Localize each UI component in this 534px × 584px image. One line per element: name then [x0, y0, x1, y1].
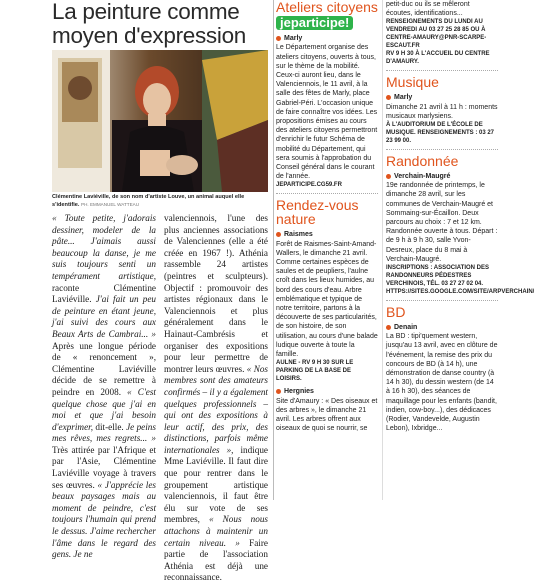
article-body: [52, 213, 268, 583]
ateliers-text: Le Département organise des ateliers citoyens, ouverts à tous, sur le thème de la mobilité. Ceux-ci auront lieu, dans le Valenciennois, le 11 avril, à la salle des fêtes de Marly, place Gabriel-Péri. L'occasion unique de faire connaître vos idées. Les propositions émises au cours des ateliers citoyens permettront d'enrichir le futur Schéma de mobilité du Département, qui sera soumis à l'approbation du Conseil général dans le courant de l'année.: [276, 44, 378, 181]
nature-section: [276, 198, 378, 433]
rando-title: Randonnée: [386, 153, 459, 170]
bullet-icon: [276, 232, 281, 237]
rando-city: Verchain-Maugré: [386, 172, 498, 181]
bd-city: Denain: [386, 323, 498, 332]
painter-portrait-image: [52, 50, 268, 192]
top-info: RENSEIGNEMENTS DU LUNDI AU VENDREDI AU 03 27 25 28 85 OU À CENTRE-AMAURY@PNR-SCARPE-ESCAUT.FR: [386, 19, 487, 50]
musique-text: Dimanche 21 avril à 11 h : moments musicaux marlysiens.: [386, 103, 498, 120]
bullet-icon: [386, 325, 391, 330]
agenda-column-2: [386, 0, 534, 500]
nature-city-2: Hergnies: [276, 387, 378, 396]
section-divider: [276, 193, 378, 194]
jeparticipe-logo: jeparticipe!: [276, 16, 353, 30]
sidebar-divider: [382, 0, 383, 500]
photo-caption: [52, 194, 268, 209]
bullet-icon: [276, 36, 281, 41]
musique-title: Musique: [386, 74, 439, 91]
ateliers-section: [276, 0, 378, 189]
rando-text: 19e randonnée de printemps, le dimanche 28 avril, sur les communes de Verchain-Maugré et Sommaing-sur-Écaillon. Deux parcours au choix : 7 et 12 km. Randonnée ouverte à tous. Départ : de 9 h à 9 h 30, salle Yvon-Desreux, place du 8 mai à Verchain-Maugré.: [386, 182, 498, 263]
section-divider: [386, 149, 498, 150]
ateliers-title: Ateliers citoyens: [276, 0, 378, 15]
bd-title: BD: [386, 304, 406, 321]
rando-section: [386, 153, 534, 296]
caption-text: Clémentine Laviéville, de son nom d'artiste Louve, un animal auquel elle s'identifie.: [52, 194, 245, 208]
bd-section: [386, 305, 498, 433]
section-divider: [386, 70, 498, 71]
photo-credit: PH. EMMANUEL WATTEAU: [81, 202, 140, 207]
article-paragraph: valenciennois, l'une des plus anciennes associations de Valenciennes (elle a été créée en 1967 !). Athénia rassemble 24 artistes (peintres et sculpteurs). Objectif : promouvoir des artistes régionaux dans le Valenciennois et plus généralement dans le Hainaut-Cambrésis et organiser des expositions pour leur permettre de montrer leurs œuvres. « Nos membres sont des amateurs confirmés – il y a également quelques professionnels – qui ont des expositions à leur actif, des prix, des distinctions, parfois même internationales », indique Mme Laviéville. Il faut dire que pour rentrer dans le groupement artistique valenciennois, il faut être élu sur vote de ses membres, « Nous nous attachons à maintenir un certain niveau. » Faire partie de l'association Athénia est déjà une reconnaissance.: [164, 213, 268, 583]
nature-city-1: Raismes: [276, 230, 378, 239]
bd-text: La BD : tipi'quement western, jusqu'au 13 avril, avec en clôture de l'événement, la remise des prix du concours de BD (à 14 h), une démonstration de danse country (à 14 h 30), du dessin western (de 14 à 16 h 30), des séances de maquillage pour les enfants (bandit, indien, cow-boy...), des dédicaces (Rodier, Vandevelde, Augustin Lebon), Ixbridge...: [386, 333, 498, 433]
top-continued-text: petit-duc ou ils se mêleront écoutes, identifications...: [386, 1, 470, 18]
agenda-sidebar: [276, 0, 534, 500]
article-paragraph: « Toute petite, j'adorais dessiner, modeler de la pâte... J'aimais aussi beaucoup la danse, je me suis toujours senti un tempérament artistique, raconte Clémentine Laviéville. J'ai fait un peu de peinture en étant jeune, j'ai suivi des cours aux Beaux Arts de Cambrai... » Après une longue période de « renoncement », Clémentine Laviéville décide de se remettre à peindre en 2008. « C'est quelque chose que j'ai en moi et que j'ai besoin d'exprimer, dit-elle. Je peins mes rêves, mes regrets... » Très attirée par l'Afrique et par l'Asie, Clémentine Laviéville voyage à travers ses œuvres. « J'apprécie les beaux paysages mais au moment de peindre, c'est toujours l'humain qui prend le dessus. J'aime rechercher l'âme dans le regard des gens. Je ne: [52, 213, 156, 560]
nature-text-2: Site d'Amaury : « Des oiseaux et des arbres », le dimanche 21 avril. Les arbres offrent aux oiseaux de quoi se nourrir, se: [276, 397, 378, 433]
nature-title: Rendez-vous nature: [276, 197, 359, 228]
bullet-icon: [386, 174, 391, 179]
column-divider: [273, 0, 274, 500]
musique-info: À L'AUDITORIUM DE L'ÉCOLE DE MUSIQUE. RENSEIGNEMENTS : 03 27 23 99 00.: [386, 122, 495, 145]
nature-text-1: Forêt de Raismes-Saint-Amand-Wallers, le dimanche 21 avril. Comme certaines espèces de saules et de peupliers, l'aulne croît dans les lieux humides, au bord des cours d'eau. Arbre emblématique et typique de notre territoire, partons à la découverte de ses particularités, de son histoire, de son utilisation, au cours d'une balade ludique ouverte à toute la famille.: [276, 240, 378, 359]
section-divider: [386, 300, 498, 301]
nature-info-1: AULNE - RV 9 H 30 SUR LE PARKING DE LA BASE DE LOISIRS.: [276, 360, 354, 383]
bullet-icon: [386, 95, 391, 100]
article-column-1: [52, 213, 156, 560]
top-info-2: RV 9 H 30 À L'ACCUEIL DU CENTRE D'AMAURY.: [386, 51, 490, 66]
ateliers-info: JEPARTICIPE.CG59.FR: [276, 182, 342, 189]
bullet-icon: [276, 389, 281, 394]
article-column-2: [164, 213, 268, 583]
article-photo: [52, 50, 268, 192]
ateliers-city: Marly: [276, 34, 378, 43]
article-title: La peinture comme moyen d'expression: [52, 0, 247, 48]
musique-city: Marly: [386, 93, 498, 102]
agenda-column-1: [276, 0, 378, 500]
musique-section: [386, 75, 498, 145]
rando-info: INSCRIPTIONS : ASSOCIATION DES RANDONNEURS PÉDESTRES VERCHINOIS, TÉL. 03 27 27 02 04. HTTPS://SITES.GOOGLE.COM/SITE/ARPVERCHAIN/: [386, 265, 534, 296]
